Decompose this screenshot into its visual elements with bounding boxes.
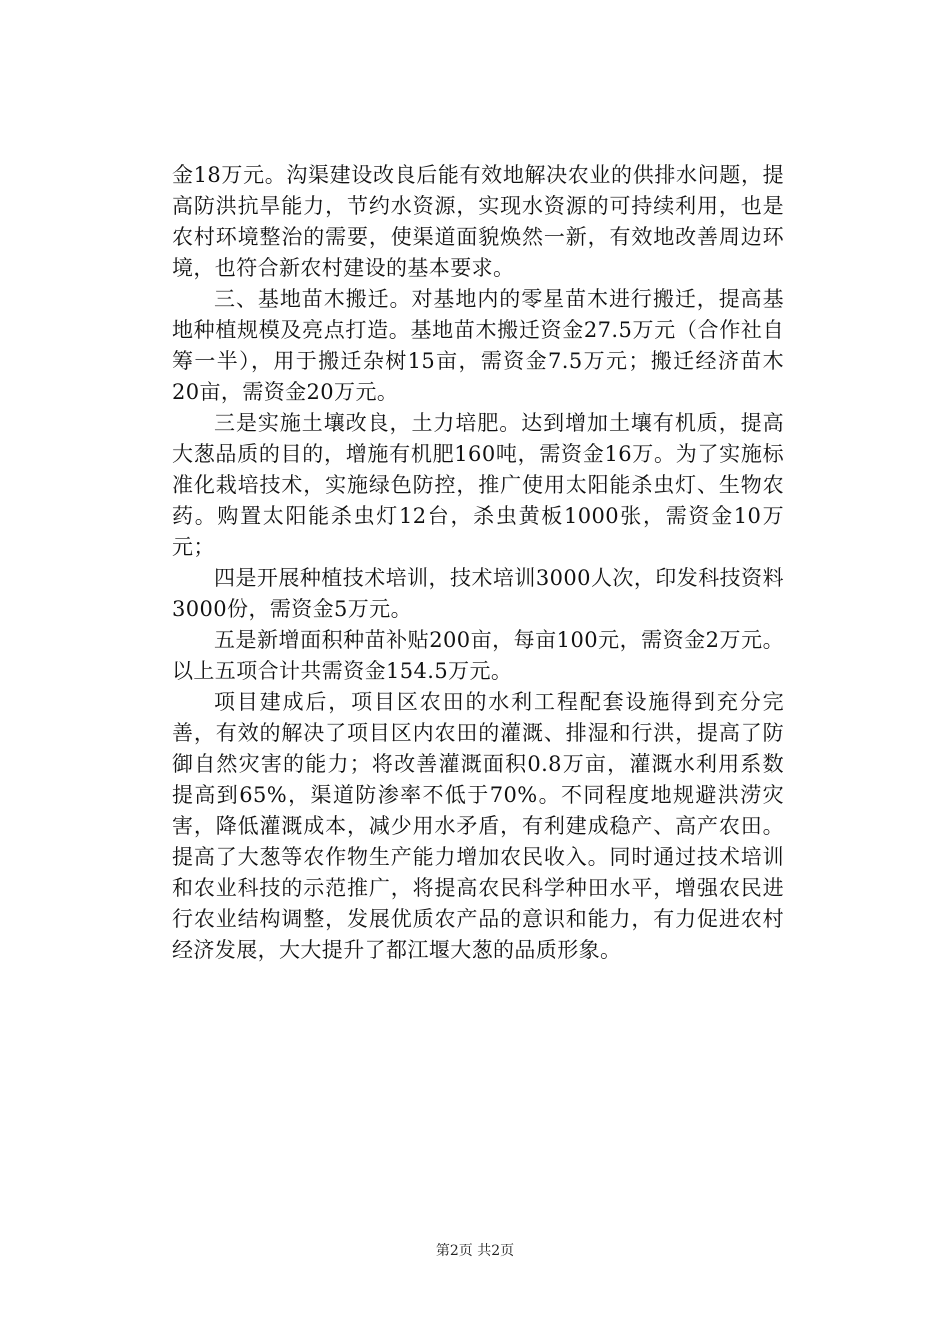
paragraph-seedling-subsidy: 五是新增面积种苗补贴200亩，每亩100元，需资金2万元。以上五项合计共需资金154.5万元。 <box>172 628 784 683</box>
paragraph-technical-training: 四是开展种植技术培训，技术培训3000人次，印发科技资料3000份，需资金5万元。 <box>172 566 784 621</box>
page-footer: 第2页 共2页 <box>435 1243 515 1259</box>
document-body <box>172 160 784 966</box>
paragraph-nursery-relocation: 三、基地苗木搬迁。对基地内的零星苗木进行搬迁，提高基地种植规模及亮点打造。基地苗木搬迁资金27.5万元（合作社自筹一半），用于搬迁杂树15亩，需资金7.5万元；搬迁经济苗木20亩，需资金20万元。 <box>172 287 784 404</box>
paragraph-soil-improvement: 三是实施土壤改良，土力培肥。达到增加土壤有机质，提高大葱品质的目的，增施有机肥160吨，需资金16万。为了实施标准化栽培技术，实施绿色防控，推广使用太阳能杀虫灯、生物农药。购置太阳能杀虫灯12台，杀虫黄板1000张，需资金10万元； <box>172 411 784 559</box>
paragraph-project-outcome: 项目建成后，项目区农田的水利工程配套设施得到充分完善，有效的解决了项目区内农田的灌溉、排湿和行洪，提高了防御自然灾害的能力；将改善灌溉面积0.8万亩，灌溉水利用系数提高到65%，渠道防渗率不低于70%。不同程度地规避洪涝灾害，降低灌溉成本，减少用水矛盾，有利建成稳产、高产农田。提高了大葱等农作物生产能力增加农民收入。同时通过技术培训和农业科技的示范推广，将提高农民科学种田水平，增强农民进行农业结构调整，发展优质农产品的意识和能力，有力促进农村经济发展，大大提升了都江堰大葱的品质形象。 <box>172 690 784 962</box>
paragraph-continuation: 金18万元。沟渠建设改良后能有效地解决农业的供排水问题，提高防洪抗旱能力，节约水资源，实现水资源的可持续利用，也是农村环境整治的需要，使渠道面貌焕然一新，有效地改善周边环境，也符合新农村建设的基本要求。 <box>172 163 784 280</box>
